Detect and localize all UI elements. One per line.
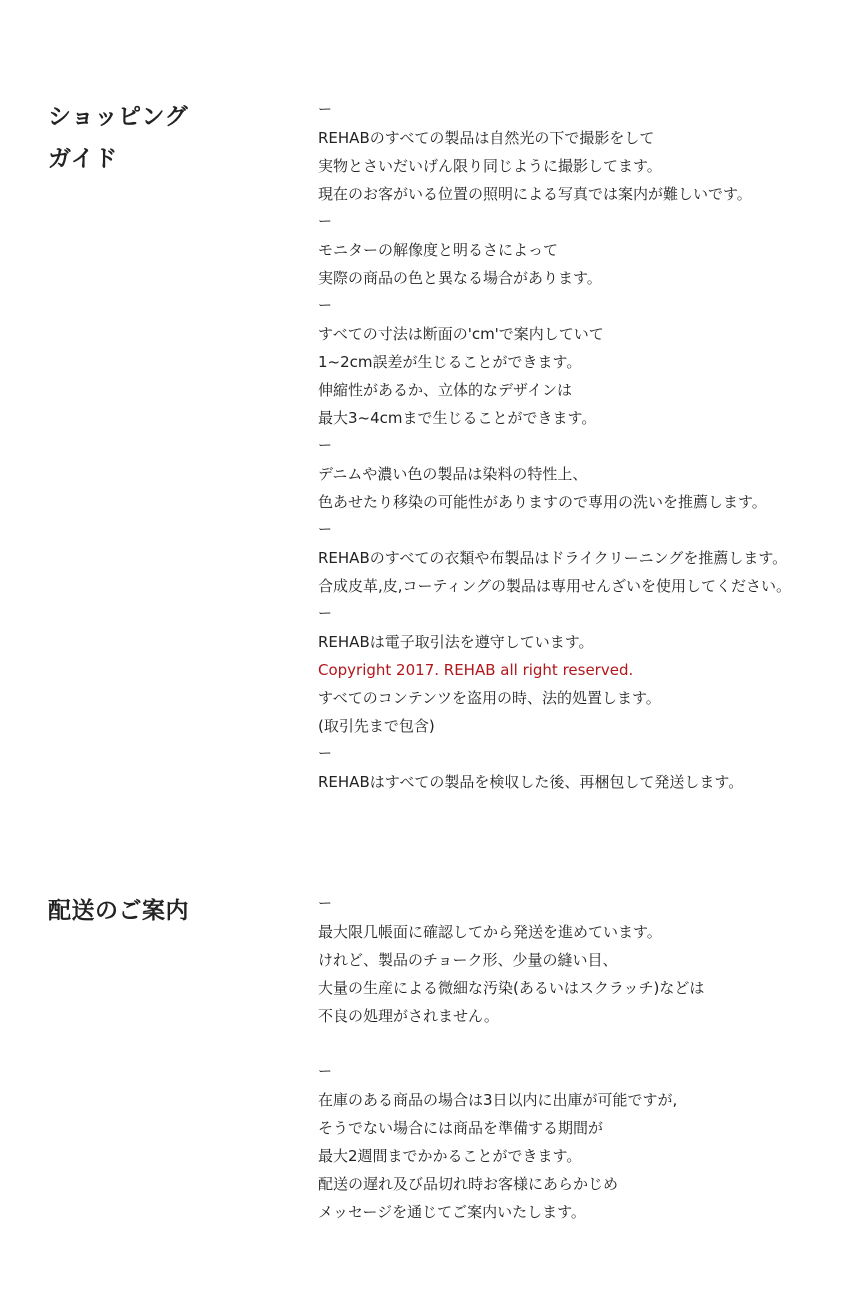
dash-divider: ー [318, 438, 332, 454]
shopping-guide-title-line2: ガイド [48, 146, 118, 172]
delivery-text-line: メッセージを通じてご案内いたします。 [318, 1203, 586, 1221]
dash-divider: ー [318, 298, 332, 314]
guide-text-line: REHABのすべての衣類や布製品はドライクリーニングを推薦します。 [318, 549, 788, 567]
dash-divider: ー [318, 746, 332, 762]
delivery-text-line: 在庫のある商品の場合は3日以内に出庫が可能ですが, [318, 1091, 678, 1109]
guide-text-line: REHABは電子取引法を遵守しています。 [318, 633, 594, 651]
dash-divider: ー [318, 606, 332, 622]
spacer [318, 1030, 858, 1058]
guide-text-line: モニターの解像度と明るさによって [318, 241, 559, 259]
delivery-guide-title [48, 890, 189, 932]
guide-text-line: すべての寸法は断面の'cm'で案内していて [318, 325, 604, 343]
guide-text-line: 現在のお客がいる位置の照明による写真では案内が難しいです。 [318, 185, 752, 203]
delivery-guide-title-text: 配送のご案内 [48, 898, 189, 924]
dash-divider: ー [318, 214, 332, 230]
delivery-text-line: そうでない場合には商品を準備する期間が [318, 1119, 604, 1137]
guide-text-line: すべてのコンテンツを盗用の時、法的処置します。 [318, 689, 661, 707]
shopping-guide-section [0, 96, 860, 816]
delivery-text-line: 最大2週間までかかることができます。 [318, 1147, 582, 1165]
delivery-text-line: 大量の生産による微細な汚染(あるいはスクラッチ)などは [318, 979, 705, 997]
delivery-guide-section [0, 890, 860, 1250]
guide-text-line: 伸縮性があるか、立体的なデザインは [318, 381, 572, 399]
copyright-notice: Copyright 2017. REHAB all right reserved. [318, 661, 634, 679]
delivery-guide-body [318, 890, 858, 1226]
guide-text-line: 最大3~4cmまで生じることができます。 [318, 409, 597, 427]
shopping-guide-body [318, 96, 858, 796]
shopping-guide-title [48, 96, 188, 180]
guide-text-line: 色あせたり移染の可能性がありますので専用の洗いを推薦します。 [318, 493, 767, 511]
delivery-text-line: 不良の処理がされません。 [318, 1007, 499, 1025]
delivery-text-line: 最大限几帳面に確認してから発送を進めています。 [318, 923, 662, 941]
dash-divider: ー [318, 522, 332, 538]
guide-text-line: 合成皮革,皮,コーティングの製品は専用せんざいを使用してください。 [318, 577, 792, 595]
delivery-text-line: けれど、製品のチョーク形、少量の縫い目、 [318, 951, 618, 969]
guide-text-line: 実物とさいだいげん限り同じように撮影してます。 [318, 157, 662, 175]
dash-divider: ー [318, 102, 332, 118]
guide-text-line: 1~2cm誤差が生じることができます。 [318, 353, 582, 371]
shopping-guide-title-line1: ショッピング [48, 104, 189, 130]
guide-text-line: REHABのすべての製品は自然光の下で撮影をして [318, 129, 655, 147]
dash-divider: ー [318, 1064, 332, 1080]
guide-text-line: 実際の商品の色と異なる場合があります。 [318, 269, 602, 287]
dash-divider: ー [318, 896, 332, 912]
guide-text-line: REHABはすべての製品を検収した後、再梱包して発送します。 [318, 773, 744, 791]
guide-text-line: デニムや濃い色の製品は染料の特性上、 [318, 465, 588, 483]
guide-text-line: (取引先まで包含) [318, 717, 435, 735]
delivery-text-line: 配送の遅れ及び品切れ時お客様にあらかじめ [318, 1175, 619, 1193]
